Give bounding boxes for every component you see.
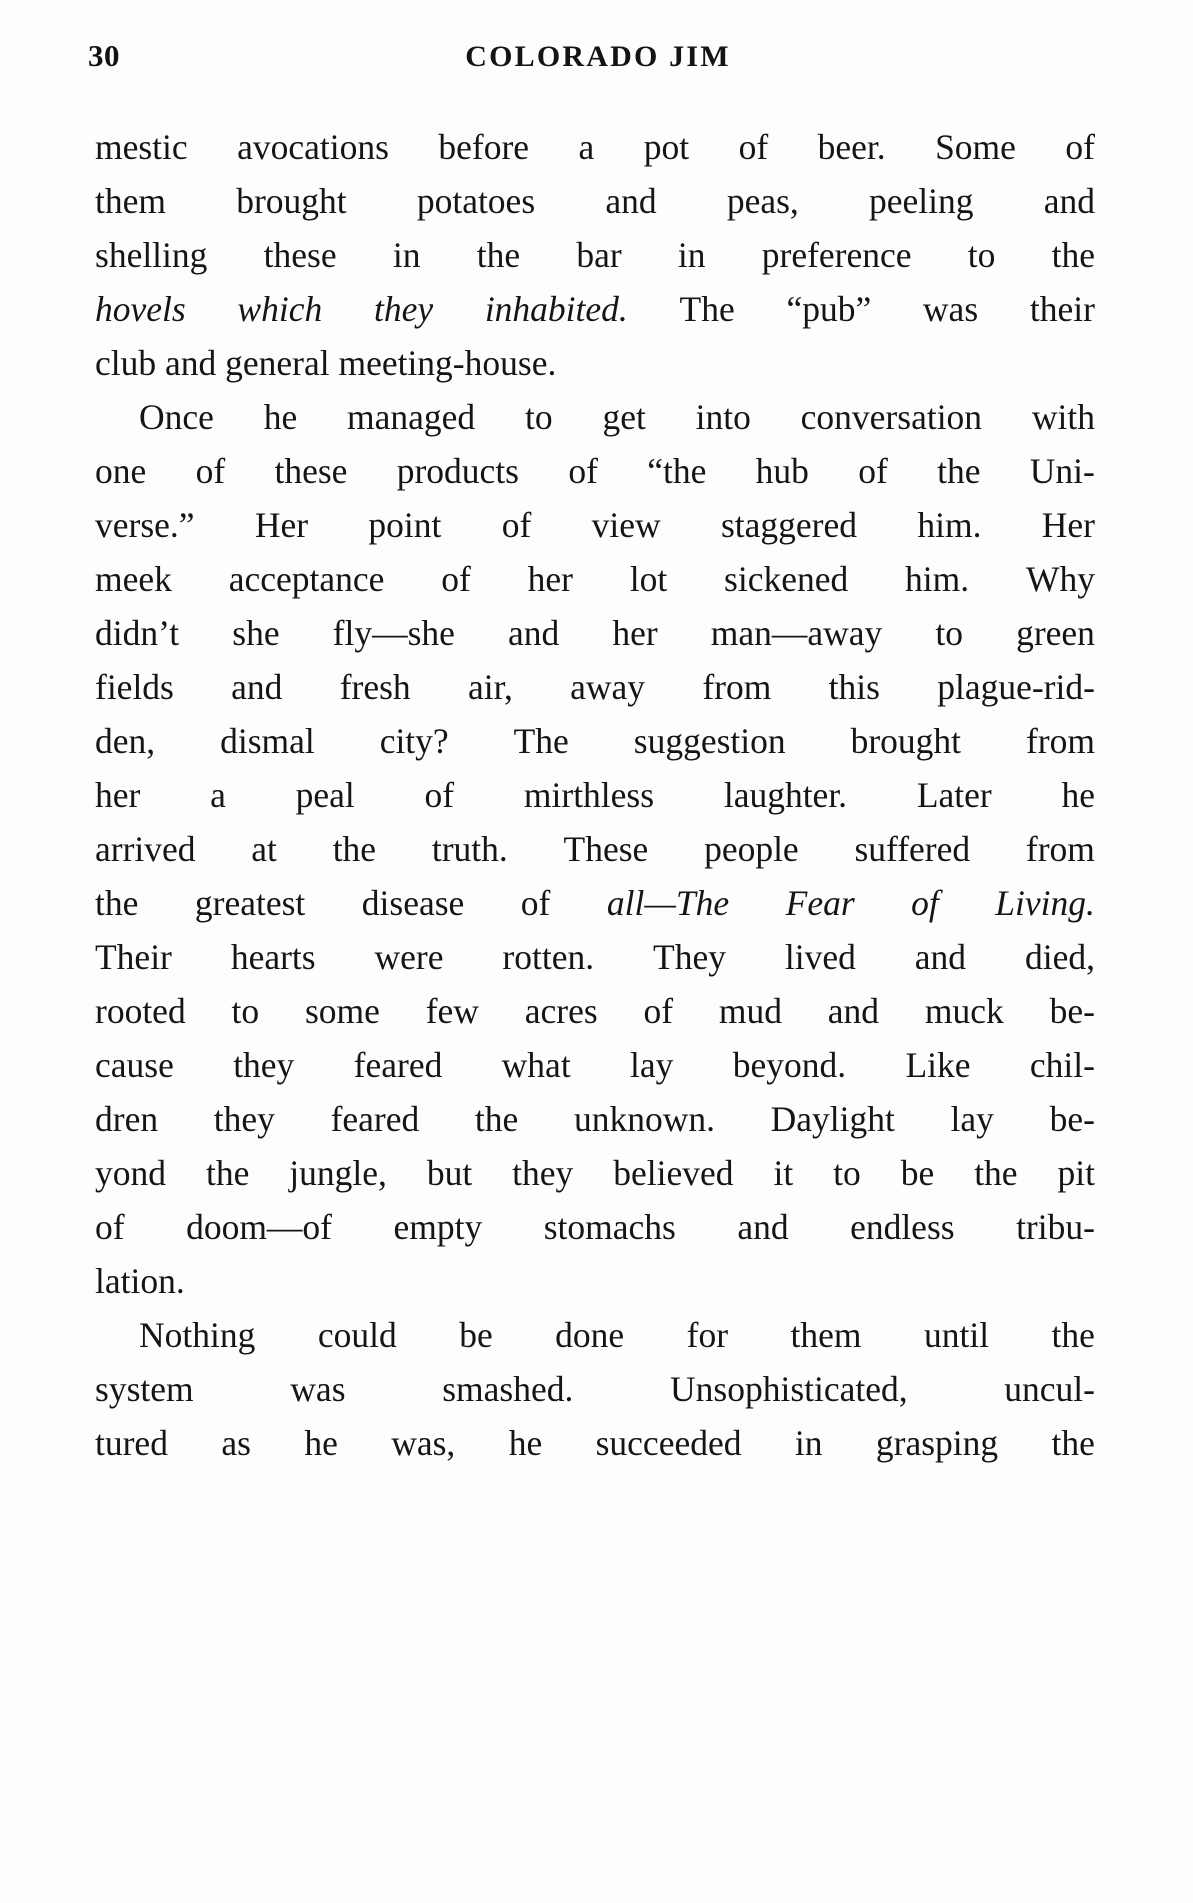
word: one — [95, 451, 147, 491]
word: peas, — [726, 181, 799, 221]
word: suggestion — [633, 721, 786, 761]
word: they — [512, 1153, 574, 1193]
word: empty — [393, 1207, 483, 1247]
word: “pub” — [786, 289, 872, 329]
word: the — [476, 235, 521, 275]
word: didn’t — [95, 613, 180, 653]
word: them — [790, 1315, 862, 1355]
word: chil- — [1029, 1045, 1095, 1085]
word: the — [937, 451, 981, 491]
word: hub — [755, 451, 809, 491]
word: peeling — [868, 181, 974, 221]
word: dismal — [220, 721, 315, 761]
word: these — [263, 235, 337, 275]
text-line — [95, 1362, 1095, 1416]
word: Their — [95, 937, 172, 977]
word: a — [210, 775, 226, 815]
word: feared — [353, 1045, 443, 1085]
word: cause — [95, 1045, 174, 1085]
text-line — [95, 714, 1095, 768]
word: stomachs — [543, 1207, 676, 1247]
word: lay — [950, 1099, 994, 1139]
word: from — [1025, 829, 1095, 869]
word: he — [263, 397, 298, 437]
word: to — [833, 1153, 861, 1193]
text-line — [95, 390, 1095, 444]
page-body — [95, 120, 1095, 1470]
text-line — [95, 444, 1095, 498]
word: sickened — [724, 559, 849, 599]
word: rotten. — [502, 937, 595, 977]
word: endless — [850, 1207, 955, 1247]
word: disease — [361, 883, 465, 923]
word: some — [304, 991, 380, 1031]
word: smashed. — [442, 1369, 574, 1409]
word: hearts — [230, 937, 316, 977]
word: to — [935, 613, 963, 653]
word: succeeded — [595, 1423, 742, 1463]
word: brought — [236, 181, 347, 221]
word: Unsophisticated, — [670, 1369, 908, 1409]
word: Her — [1041, 505, 1095, 545]
word: “the — [647, 451, 707, 491]
text-line — [95, 282, 1095, 336]
word: den, — [95, 721, 156, 761]
word: the — [474, 1099, 519, 1139]
word: They — [653, 937, 726, 977]
word: fresh — [339, 667, 411, 707]
word: as — [221, 1423, 251, 1463]
word: the — [332, 829, 377, 869]
word: point — [368, 505, 442, 545]
paragraph — [95, 1308, 1095, 1470]
word: fields — [95, 667, 174, 707]
text-line — [95, 174, 1095, 228]
word: their — [1029, 289, 1095, 329]
word: green — [1016, 613, 1095, 653]
word: to — [967, 235, 996, 275]
word: get — [602, 397, 646, 437]
text-line — [95, 1308, 1095, 1362]
word: which — [237, 289, 323, 329]
word: preference — [761, 235, 912, 275]
word: inhabited. — [484, 289, 628, 329]
word: was — [922, 289, 979, 329]
text-line — [95, 1146, 1095, 1200]
word: in — [677, 235, 706, 275]
word: her — [95, 775, 141, 815]
word: they — [213, 1099, 275, 1139]
word: could — [317, 1315, 397, 1355]
word: beer. — [817, 127, 886, 167]
word: and — [605, 181, 657, 221]
word: of — [501, 505, 532, 545]
word: bar — [576, 235, 622, 275]
word: mud — [718, 991, 782, 1031]
word: be- — [1049, 1099, 1095, 1139]
word: beyond. — [732, 1045, 847, 1085]
word: her — [612, 613, 658, 653]
page-header — [88, 38, 1108, 82]
word: These — [563, 829, 649, 869]
word: Her — [254, 505, 309, 545]
word: she — [232, 613, 280, 653]
word: Uni- — [1029, 451, 1095, 491]
word: the — [205, 1153, 250, 1193]
word: in — [794, 1423, 823, 1463]
word: him. — [905, 559, 970, 599]
text-line — [95, 120, 1095, 174]
word: conversation — [800, 397, 983, 437]
word: of — [643, 991, 674, 1031]
text-line — [95, 1092, 1095, 1146]
word: The — [513, 721, 569, 761]
text-line — [95, 552, 1095, 606]
word: what — [501, 1045, 571, 1085]
word: greatest — [194, 883, 306, 923]
running-head: COLORADO JIM — [465, 40, 731, 73]
word: system — [95, 1369, 194, 1409]
text-line — [95, 768, 1095, 822]
word: for — [686, 1315, 729, 1355]
word: grasping — [875, 1423, 999, 1463]
word: and — [508, 613, 560, 653]
text-line — [95, 660, 1095, 714]
text-line — [95, 1200, 1095, 1254]
word: city? — [379, 721, 449, 761]
word: he — [304, 1423, 338, 1463]
word: avocations — [237, 127, 389, 167]
word: man—away — [710, 613, 883, 653]
word: feared — [330, 1099, 420, 1139]
word: be- — [1049, 991, 1095, 1031]
word: the — [1051, 1315, 1095, 1355]
word: lived — [784, 937, 856, 977]
word: of — [520, 883, 551, 923]
word: Daylight — [770, 1099, 895, 1139]
word: this — [828, 667, 880, 707]
word: view — [591, 505, 661, 545]
word: muck — [924, 991, 1004, 1031]
word: were — [374, 937, 444, 977]
word: acres — [524, 991, 598, 1031]
text-line: lation. — [95, 1261, 185, 1301]
word: Fear — [785, 883, 855, 923]
page-number: 30 — [88, 38, 120, 73]
word: unknown. — [573, 1099, 715, 1139]
word: of — [424, 775, 455, 815]
word: few — [425, 991, 479, 1031]
word: of — [568, 451, 598, 491]
word: uncul- — [1004, 1369, 1095, 1409]
text-line — [95, 984, 1095, 1038]
text-line: club and general meeting-house. — [95, 343, 557, 383]
word: Once — [139, 397, 214, 437]
word: truth. — [431, 829, 508, 869]
word: plague-rid- — [937, 667, 1095, 707]
word: Why — [1025, 559, 1095, 599]
word: the — [974, 1153, 1018, 1193]
word: managed — [347, 397, 476, 437]
paragraph — [95, 390, 1095, 1308]
word: all—The — [606, 883, 730, 923]
word: peal — [295, 775, 355, 815]
word: from — [702, 667, 772, 707]
word: and — [737, 1207, 789, 1247]
word: tured — [95, 1423, 168, 1463]
word: tribu- — [1016, 1207, 1095, 1247]
word: Later — [916, 775, 992, 815]
word: with — [1031, 397, 1095, 437]
word: away — [570, 667, 646, 707]
word: The — [679, 289, 735, 329]
word: was — [290, 1369, 346, 1409]
word: Some — [935, 127, 1016, 167]
text-line — [95, 498, 1095, 552]
word: of — [441, 559, 471, 599]
word: done — [555, 1315, 625, 1355]
word: them — [95, 181, 166, 221]
word: dren — [95, 1099, 159, 1139]
word: at — [251, 829, 277, 869]
word: be — [459, 1315, 493, 1355]
word: of — [95, 1207, 125, 1247]
word: acceptance — [228, 559, 385, 599]
word: died, — [1024, 937, 1095, 977]
word: be — [900, 1153, 935, 1193]
text-line — [95, 822, 1095, 876]
word: people — [704, 829, 799, 869]
word: until — [923, 1315, 990, 1355]
text-line — [95, 1038, 1095, 1092]
word: brought — [850, 721, 962, 761]
word: yond — [95, 1153, 166, 1193]
word: shelling — [95, 235, 208, 275]
text-line — [95, 228, 1095, 282]
word: arrived — [95, 829, 196, 869]
word: from — [1025, 721, 1095, 761]
word: but — [426, 1153, 473, 1193]
word: before — [438, 127, 530, 167]
word: pot — [643, 127, 690, 167]
text-line — [95, 876, 1095, 930]
word: jungle, — [289, 1153, 387, 1193]
word: doom—of — [186, 1207, 332, 1247]
word: the — [1051, 1423, 1095, 1463]
word: rooted — [95, 991, 186, 1031]
word: fly—she — [332, 613, 455, 653]
text-line — [95, 1416, 1095, 1470]
paragraph — [95, 120, 1095, 390]
word: to — [231, 991, 260, 1031]
word: they — [233, 1045, 295, 1085]
word: her — [527, 559, 573, 599]
word: and — [1043, 181, 1095, 221]
word: the — [1051, 235, 1095, 275]
word: in — [392, 235, 421, 275]
word: of — [858, 451, 888, 491]
word: staggered — [720, 505, 858, 545]
word: and — [914, 937, 967, 977]
word: he — [508, 1423, 543, 1463]
word: the — [95, 883, 139, 923]
word: a — [578, 127, 595, 167]
word: it — [773, 1153, 794, 1193]
word: was, — [391, 1423, 456, 1463]
word: he — [1061, 775, 1095, 815]
word: hovels — [95, 289, 186, 329]
word: lay — [630, 1045, 674, 1085]
word: meek — [95, 559, 172, 599]
word: potatoes — [416, 181, 536, 221]
text-line — [95, 606, 1095, 660]
word: and — [827, 991, 880, 1031]
word: him. — [917, 505, 982, 545]
word: to — [525, 397, 553, 437]
word: mirthless — [523, 775, 655, 815]
word: suffered — [854, 829, 971, 869]
word: verse.” — [95, 505, 195, 545]
word: of — [195, 451, 226, 491]
word: laughter. — [723, 775, 848, 815]
word: mestic — [95, 127, 188, 167]
word: Living. — [995, 883, 1095, 923]
word: lot — [629, 559, 668, 599]
word: products — [396, 451, 519, 491]
word: pit — [1057, 1153, 1095, 1193]
word: and — [231, 667, 283, 707]
word: they — [373, 289, 434, 329]
word: Like — [905, 1045, 971, 1085]
word: into — [695, 397, 751, 437]
word: Nothing — [139, 1315, 256, 1355]
word: of — [738, 127, 769, 167]
word: air, — [467, 667, 513, 707]
word: of — [1065, 127, 1095, 167]
text-line — [95, 930, 1095, 984]
word: believed — [613, 1153, 734, 1193]
word: of — [911, 883, 939, 923]
word: these — [274, 451, 348, 491]
